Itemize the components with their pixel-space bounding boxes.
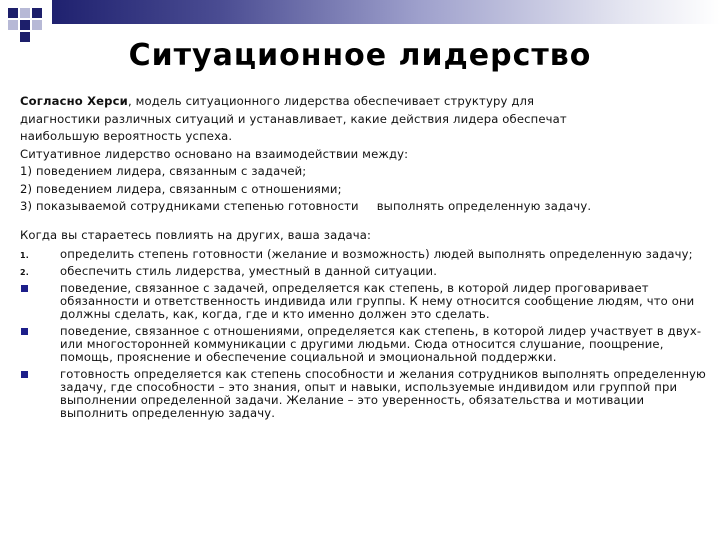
list-number: 2.: [20, 268, 29, 277]
intro-paragraph-line: [20, 198, 710, 216]
intro-text: , модель ситуационного лидерства обеспечивает структуру для: [127, 94, 535, 108]
checker-square-icon: [8, 8, 18, 18]
intro-paragraph-line: Ситуативное лидерство основано на взаимодействии между:: [20, 146, 409, 161]
intro-paragraph-line: наибольшую вероятность успеха.: [20, 129, 233, 143]
task-intro: Когда вы стараетесь повлиять на других, ваша задача:: [20, 227, 372, 242]
intro-paragraph-line: 2) поведением лидера, связанным с отношениями;: [20, 181, 342, 196]
square-bullet-icon: [21, 371, 28, 378]
intro-text: 3) показываемой сотрудниками степенью готовности: [20, 199, 359, 213]
square-bullet-icon: [21, 328, 28, 335]
list-number: 1.: [20, 251, 29, 260]
list-item-text: готовность определяется как степень способности и желания сотрудников выполнять определенную задачу, где способности – это знания, опыт и навыки, используемые индивидом или группой при выполнении определенной задачи. Желание – это уверенность, обязательства и мотивации выполнить определенную задачу.: [60, 367, 706, 420]
numbered-list: [20, 248, 710, 278]
intro-paragraph-line: 1) поведением лидера, связанным с задачей;: [20, 164, 307, 178]
list-item-text: обеспечить стиль лидерства, уместный в данной ситуации.: [60, 264, 438, 278]
intro-paragraph-line: [20, 93, 710, 111]
slide-title: Ситуационное лидерство: [128, 38, 592, 73]
bullet-list: [20, 282, 710, 420]
list-item: [20, 325, 710, 364]
list-item: [20, 265, 710, 278]
header-gradient-bar: [52, 0, 720, 24]
list-item: [20, 248, 710, 261]
checker-square-icon: [20, 20, 30, 30]
intro-text: выполнять определенную задачу.: [376, 199, 592, 213]
checker-square-icon: [8, 20, 18, 30]
list-item-text: поведение, связанное с задачей, определяется как степень, в которой лидер проговаривает обязанности и ответственность индивида или группы. К нему относится сообщение людям, что они должны сделать, как, когда, где и кто именно должен это сделать.: [60, 281, 695, 321]
list-item-text: поведение, связанное с отношениями, определяется как степень, в которой лидер участвует в двух-или многосторонней коммуникации с другими людьми. Сюда относится слушание, поощрение, помощь, прояснение и обеспечение социальной и эмоциональной поддержки.: [60, 324, 702, 364]
checker-square-icon: [20, 8, 30, 18]
list-item-text: определить степень готовности (желание и возможность) людей выполнять определенную задачу;: [60, 247, 693, 261]
author-name: Согласно Херси: [20, 94, 128, 108]
slide-body: [20, 93, 710, 420]
list-item: [20, 368, 710, 420]
checker-square-icon: [32, 20, 42, 30]
intro-paragraph-line: диагностики различных ситуаций и устанавливает, какие действия лидера обеспечат: [20, 111, 567, 126]
list-item: [20, 282, 710, 321]
checker-square-icon: [32, 8, 42, 18]
square-bullet-icon: [21, 285, 28, 292]
